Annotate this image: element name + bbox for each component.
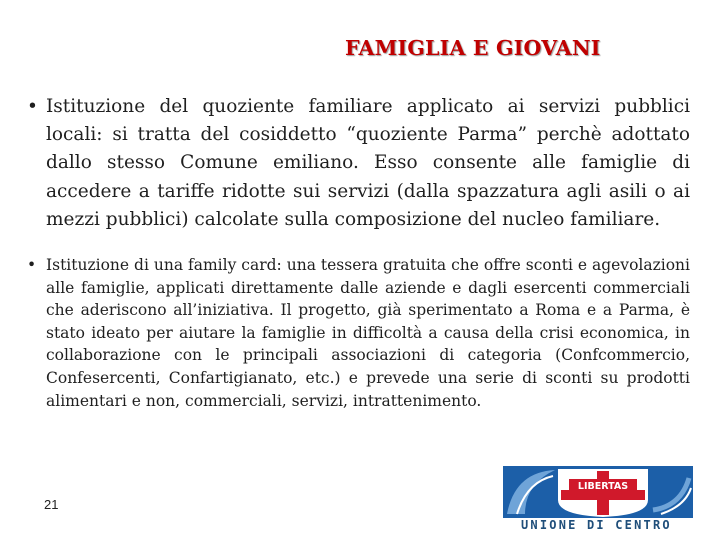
bullet-icon: • — [27, 96, 38, 117]
bullet-icon: • — [27, 256, 37, 274]
bullet-item — [27, 93, 690, 234]
bullet-text: Istituzione del quoziente familiare applicato ai servizi pubblici locali: si tratta del cosiddetto “quoziente Parma” perchè adottato dallo stesso Comune emiliano. Esso consente alle famiglie di accedere a tariffe ridotte sui servizi (dalla spazzatura agli asili o ai mezzi pubblici) calcolate sulla composizione del nucleo familiare. — [46, 96, 690, 230]
bullet-text: Istituzione di una family card: una tessera gratuita che offre sconti e agevolazioni alle famiglie, applicati direttamente dalle aziende e dagli esercenti commerciali che aderiscono all’iniziativa. Il progetto, già sperimentato a Roma e a Parma, è stato ideato per aiutare la famiglie in difficoltà a causa della crisi economica, in collaborazione con le principali associazioni di categoria (Confcommercio, Confesercenti, Confartigianato, etc.) e prevede una serie di sconti su prodotti alimentari e non, commerciali, servizi, intrattenimento. — [46, 256, 690, 410]
party-logo — [503, 466, 693, 536]
logo-shield-text: LIBERTAS — [577, 481, 629, 492]
libertas-shield-icon — [503, 466, 693, 518]
bullet-item — [27, 254, 690, 412]
logo-subtitle: UNIONE DI CENTRO — [521, 518, 672, 532]
page-number: 21 — [44, 497, 59, 512]
slide-title: FAMIGLIA E GIOVANI — [345, 36, 601, 60]
